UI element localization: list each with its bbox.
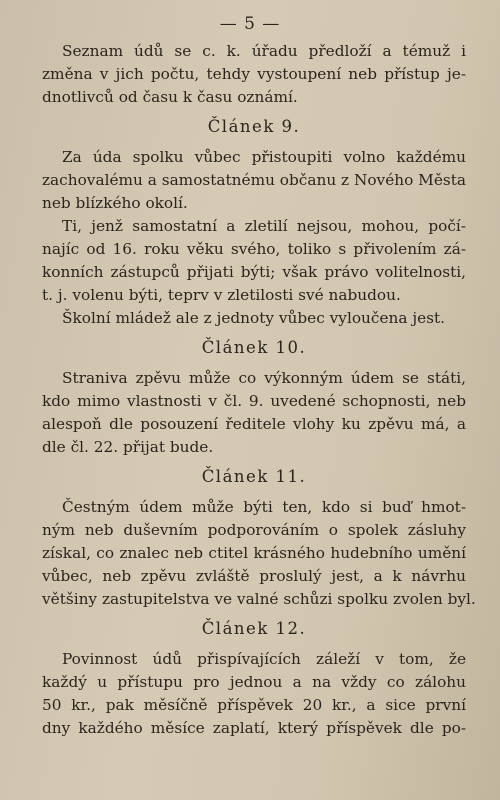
text-line: dny každého měsíce zaplatí, který příspěvek dle po- (42, 719, 466, 737)
text-line: získal, co znalec neb ctitel krásného hudebního umění (42, 544, 466, 562)
text-line: Ti, jenž samostatní a zletilí nejsou, mohou, počí- (62, 217, 466, 235)
text-line: ným neb duševním podporováním o spolek zásluhy (42, 521, 466, 539)
article-heading-11: Článek 11. (201, 467, 307, 486)
text-line: Školní mládež ale z jednoty vůbec vyloučena jest. (62, 309, 446, 327)
text-line: alespoň dle posouzení ředitele vlohy ku zpěvu má, a (42, 415, 466, 433)
article-heading-10: Článek 10. (201, 338, 307, 357)
article-heading-12: Článek 12. (201, 619, 307, 638)
paragraph-membership (42, 146, 466, 215)
text-line: změna v jich počtu, tehdy vystoupení neb přístup je- (42, 65, 466, 83)
text-line: Straniva zpěvu může co výkonným údem se státi, (62, 369, 466, 387)
text-line: dle čl. 22. přijat bude. (42, 438, 214, 456)
paragraph-minors (42, 215, 466, 307)
text-line: vůbec, neb zpěvu zvláště proslulý jest, a k návrhu (42, 567, 466, 585)
text-line: neb blízkého okolí. (42, 194, 188, 212)
text-line: Seznam údů se c. k. úřadu předloží a témuž i (62, 42, 466, 60)
text-line: většiny zastupitelstva ve valné schůzi spolku zvolen byl. (42, 590, 476, 608)
text-line: každý u přístupu pro jednou a na vždy co zálohu (42, 673, 466, 691)
paragraph-contributions (42, 648, 466, 740)
page-body (42, 40, 476, 740)
text-line: zachovalému a samostatnému občanu z Nového Města (42, 171, 467, 189)
paragraph-singing-member (42, 367, 466, 459)
text-line: t. j. volenu býti, teprv v zletilosti své nabudou. (42, 286, 401, 304)
text-line: dnotlivců od času k času oznámí. (42, 88, 298, 106)
text-line: konních zástupců přijati býti; však právo volitelnosti, (42, 263, 466, 281)
text-line: Za úda spolku vůbec přistoupiti volno každému (62, 148, 466, 166)
text-line: Povinnost údů přispívajících záleží v tom, že (62, 650, 466, 668)
article-heading-9: Článek 9. (207, 117, 301, 136)
paragraph-intro (42, 40, 466, 109)
text-line: Čestným údem může býti ten, kdo si buď hmot- (62, 498, 466, 516)
text-line: kdo mimo vlastnosti v čl. 9. uvedené schopnosti, neb (42, 392, 466, 410)
text-line: 50 kr., pak měsíčně příspěvek 20 kr., a sice první (42, 696, 466, 714)
paragraph-honorary-member (42, 496, 476, 611)
paragraph-school-youth (42, 307, 466, 330)
text-line: najíc od 16. roku věku svého, toliko s přivolením zá- (42, 240, 466, 258)
page-number: — 5 — (219, 14, 281, 34)
